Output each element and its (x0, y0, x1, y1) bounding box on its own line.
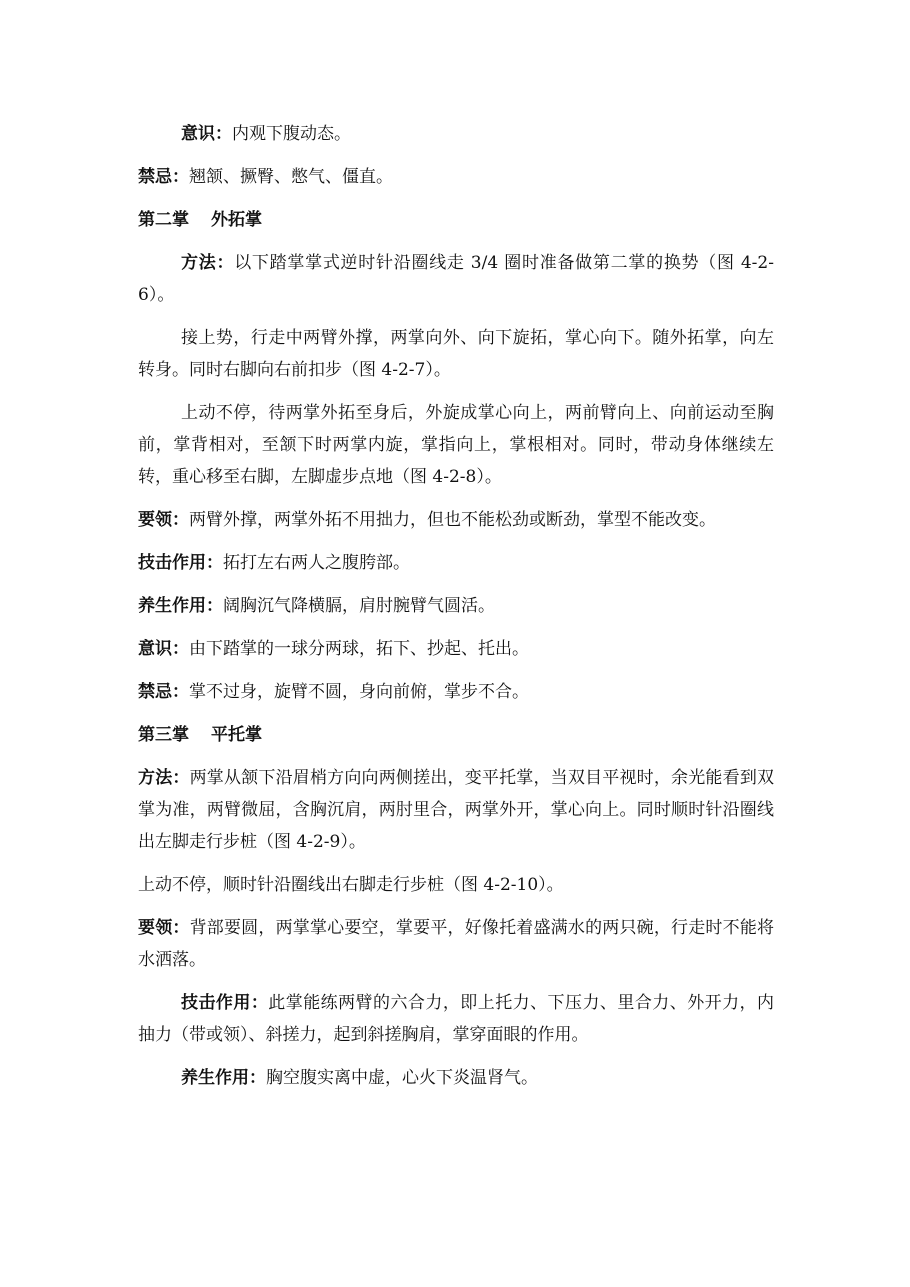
paragraph-text: 胸空腹实离中虚，心火下炎温肾气。 (266, 1068, 538, 1088)
paragraph-text: 两臂外撑，两掌外拓不用拙力，但也不能松劲或断劲，掌型不能改变。 (189, 510, 716, 530)
paragraph-label: 技击作用： (181, 993, 269, 1013)
paragraph-text: 阔胸沉气降横膈，肩肘腕臂气圆活。 (223, 596, 495, 616)
paragraph-label: 禁忌： (138, 682, 189, 702)
paragraph-text: 两掌从颔下沿眉梢方向向两侧搓出，变平托掌，当双目平视时，余光能看到双掌为准，两臂微屈，含胸沉肩，两肘里合，两掌外开，掌心向上。同时顺时针沿圈线出左脚走行步桩（图 4-2-9）。 (138, 768, 775, 852)
paragraph-text: 接上势，行走中两臂外撑，两掌向外、向下旋拓，掌心向下。随外拓掌，向左转身。同时右脚向右前扣步（图 4-2-7）。 (138, 328, 774, 380)
paragraph-method-2 (138, 247, 774, 311)
paragraph-essentials-3 (138, 912, 774, 976)
paragraph-awareness-1 (138, 118, 774, 150)
paragraph-label: 禁忌： (138, 167, 189, 187)
section-heading-palm-2 (138, 204, 774, 236)
paragraph-text: 背部要圆，两掌掌心要空，掌要平，好像托着盛满水的两只碗，行走时不能将水洒落。 (138, 918, 775, 970)
paragraph-continue-3 (138, 869, 774, 901)
paragraph-taboo-1 (138, 161, 774, 193)
paragraph-text: 上动不停，待两掌外拓至身后，外旋成掌心向上，两前臂向上、向前运动至胸前，掌背相对，至颔下时两掌内旋，掌指向上，掌根相对。同时，带动身体继续左转，重心移至右脚，左脚虚步点地（图 4-2-8）。 (138, 403, 774, 487)
heading-title: 外拓掌 (211, 210, 262, 230)
paragraph-text: 掌不过身，旋臂不圆，身向前俯，掌步不合。 (189, 682, 529, 702)
paragraph-text: 拓打左右两人之腹胯部。 (223, 553, 410, 573)
paragraph-label: 要领： (138, 510, 189, 530)
paragraph-text: 此掌能练两臂的六合力，即上托力、下压力、里合力、外开力，内抽力（带或领）、斜搓力，起到斜搓胸肩，掌穿面眼的作用。 (138, 993, 775, 1045)
paragraph-text: 内观下腹动态。 (232, 124, 351, 144)
paragraph-awareness-2 (138, 633, 774, 665)
paragraph-combat-2 (138, 547, 774, 579)
paragraph-text: 以下踏掌掌式逆时针沿圈线走 3/4 圈时准备做第二掌的换势（图 4-2-6）。 (138, 253, 774, 305)
paragraph-combat-3 (138, 987, 774, 1051)
paragraph-taboo-2 (138, 676, 774, 708)
paragraph-label: 养生作用： (181, 1068, 266, 1088)
paragraph-health-3 (138, 1062, 774, 1094)
paragraph-label: 技击作用： (138, 553, 223, 573)
heading-title: 平托掌 (211, 725, 262, 745)
paragraph-text: 翘颔、撅臀、憋气、僵直。 (189, 167, 393, 187)
paragraph-label: 方法： (138, 768, 190, 788)
paragraph-essentials-2 (138, 504, 774, 536)
paragraph-label: 方法： (181, 253, 235, 273)
section-heading-palm-3 (138, 719, 774, 751)
paragraph-label: 意识： (181, 124, 232, 144)
heading-number: 第三掌 (138, 725, 189, 745)
paragraph-text: 上动不停，顺时针沿圈线出右脚走行步桩（图 4-2-10）。 (138, 875, 564, 895)
paragraph-health-2 (138, 590, 774, 622)
paragraph-label: 意识： (138, 639, 189, 659)
paragraph-continue-1 (138, 322, 774, 386)
document-page (138, 118, 774, 1105)
paragraph-label: 养生作用： (138, 596, 223, 616)
paragraph-method-3 (138, 762, 774, 858)
heading-number: 第二掌 (138, 210, 189, 230)
paragraph-text: 由下踏掌的一球分两球，拓下、抄起、托出。 (189, 639, 529, 659)
paragraph-label: 要领： (138, 918, 190, 938)
paragraph-continue-2 (138, 397, 774, 493)
